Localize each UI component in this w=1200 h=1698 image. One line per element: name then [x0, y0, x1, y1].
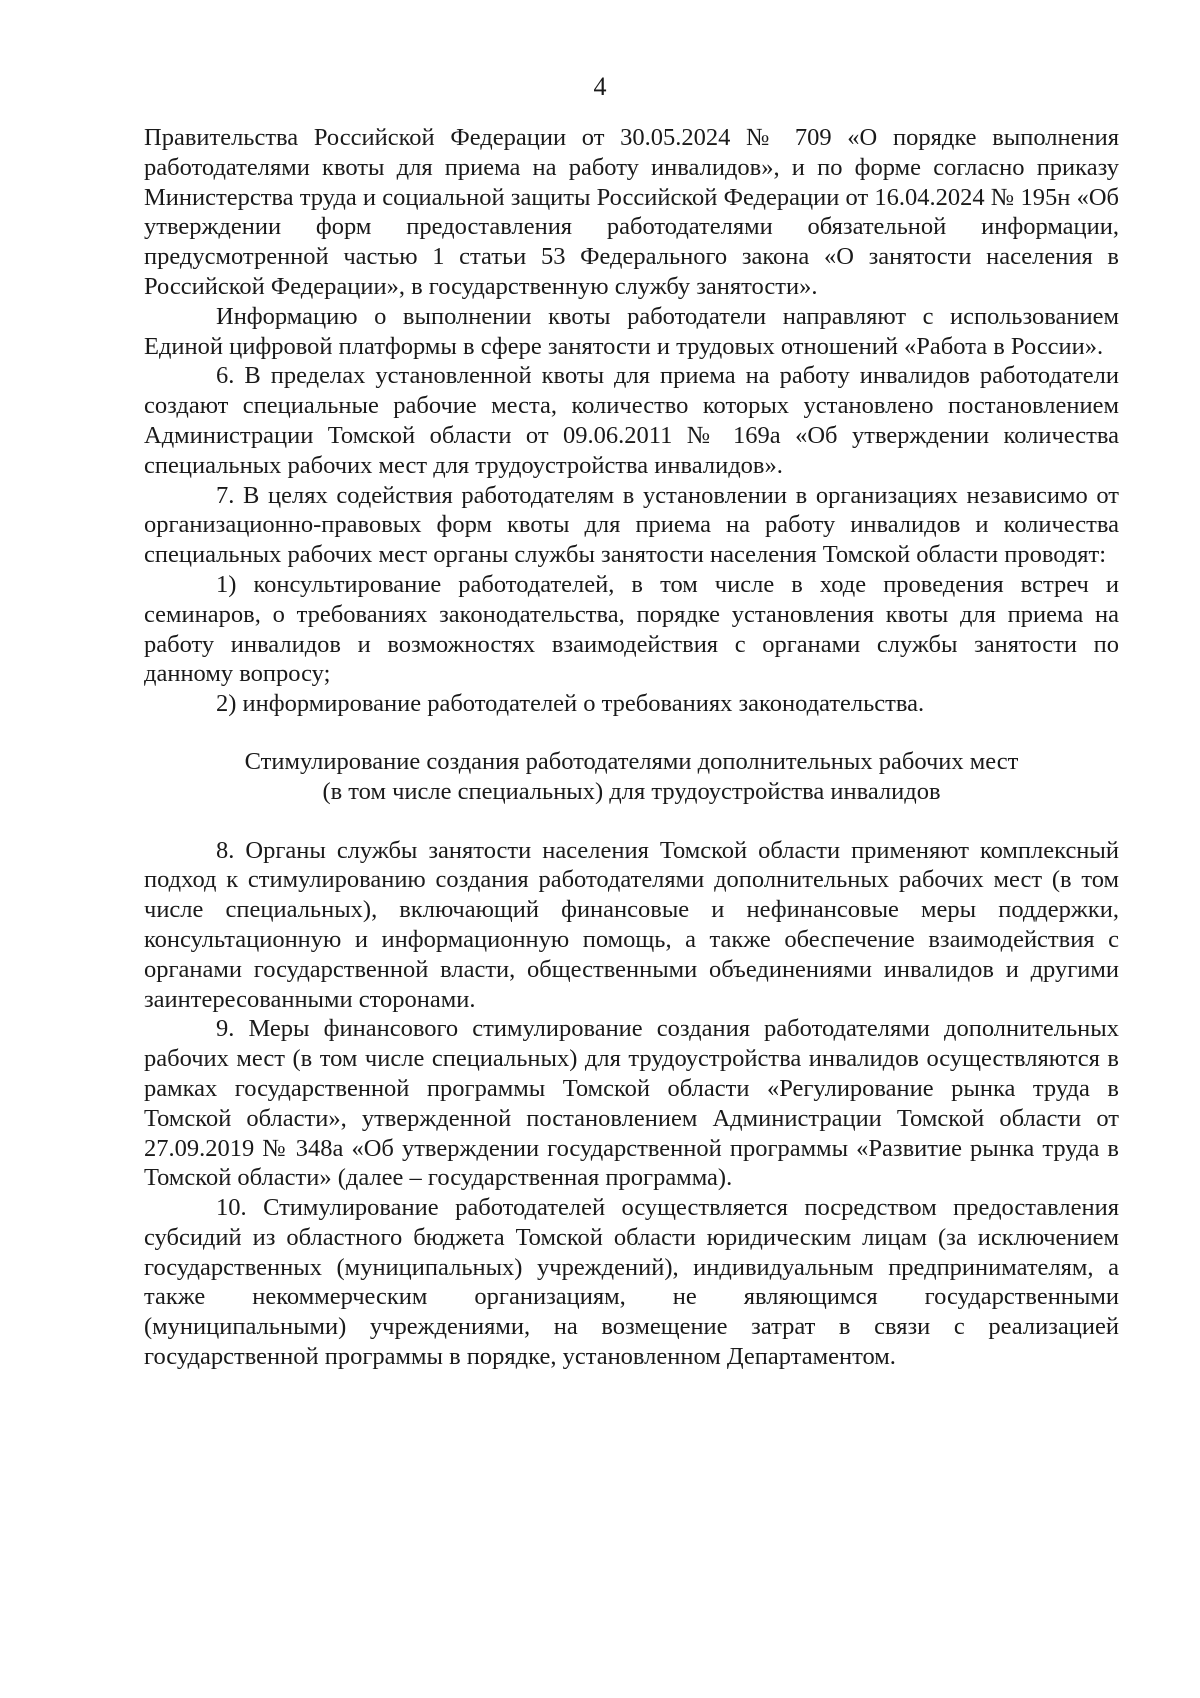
section-heading [144, 747, 1119, 807]
paragraph-continuation: Правительства Российской Федерации от 30.05.2024 № 709 «О порядке выполнения работодателями квоты для приема на работу инвалидов», и по форме согласно приказу Министерства труда и социальной защиты Российской Федерации от 16.04.2024 № 195н «Об утверждении форм предоставления работодателями обязательной информации, предусмотренной частью 1 статьи 53 Федерального закона «О занятости населения в Российской Федерации», в государственную службу занятости». [144, 124, 1119, 300]
paragraph-item-7: 7. В целях содействия работодателям в установлении в организациях независимо от организационно-правовых форм квоты для приема на работу инвалидов и количества специальных рабочих мест органы службы занятости населения Томской области проводят: [144, 481, 1119, 569]
section-heading-line-1: Стимулирование создания работодателями дополнительных рабочих мест [244, 747, 1019, 775]
paragraph-quota-info-platform: Информацию о выполнении квоты работодатели направляют с использованием Единой цифровой платформы в сфере занятости и трудовых отношений «Работа в России». [144, 302, 1119, 360]
paragraph-subitem-2: 2) информирование работодателей о требованиях законодательства. [216, 690, 925, 718]
page-number: 4 [593, 72, 607, 101]
document-body [144, 123, 1119, 1372]
paragraph-item-9: 9. Меры финансового стимулирование создания работодателями дополнительных рабочих мест (в том числе специальных) для трудоустройства инвалидов осуществляются в рамках государственной программы Томской области «Регулирование рынка труда в Томской области», утвержденной постановлением Администрации Томской области от 27.09.2019 № 348а «Об утверждении государственной программы «Развитие рынка труда в Томской области» (далее – государственная программа). [144, 1015, 1119, 1192]
paragraph-item-6: 6. В пределах установленной квоты для приема на работу инвалидов работодатели создают специальные рабочие места, количество которых установлено постановлением Администрации Томской области от 09.06.2011 № 169а «Об утверждении количества специальных рабочих мест для трудоустройства инвалидов». [144, 362, 1119, 479]
paragraph-subitem-1: 1) консультирование работодателей, в том числе в ходе проведения встреч и семинаров, о требованиях законодательства, порядке установления квоты для приема на работу инвалидов и возможностях взаимодействия с органами службы занятости по данному вопросу; [144, 570, 1119, 688]
paragraph-item-10: 10. Стимулирование работодателей осуществляется посредством предоставления субсидий из областного бюджета Томской области юридическим лицам (за исключением государственных (муниципальных) учреждений), индивидуальным предпринимателям, а также некоммерческим организациям, не являющимся государственными (муниципальными) учреждениями, на возмещение затрат в связи с реализацией государственной программы в порядке, установленном Департаментом. [144, 1194, 1119, 1371]
paragraph-item-8: 8. Органы службы занятости населения Томской области применяют комплексный подход к стимулированию создания работодателями дополнительных рабочих мест (в том числе специальных), включающий финансовые и нефинансовые меры поддержки, консультационную и информационную помощь, а также обеспечение взаимодействия с органами государственной власти, общественными объединениями инвалидов и другими заинтересованными сторонами. [144, 836, 1119, 1013]
section-heading-line-2: (в том числе специальных) для трудоустройства инвалидов [322, 777, 941, 805]
